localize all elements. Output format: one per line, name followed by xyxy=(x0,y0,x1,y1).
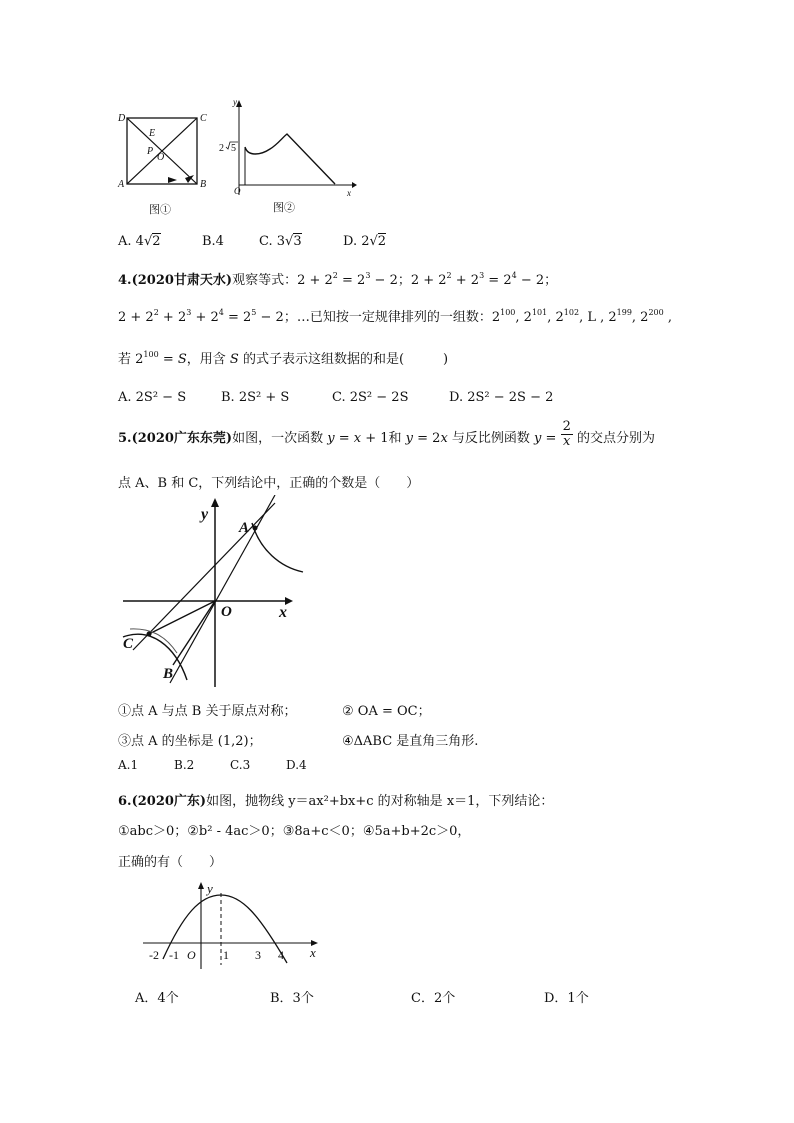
q5-statement-2: ② OA = OC； xyxy=(342,704,431,719)
q5-fig-x-label: x xyxy=(279,604,287,621)
fig2-caption: 图② xyxy=(273,202,295,214)
fig2-x-label: x xyxy=(347,188,351,198)
q5-options xyxy=(118,758,418,776)
q5-option-d: D.4 xyxy=(286,758,307,772)
q5-fig-point-a: A xyxy=(239,520,250,536)
fraction-2-over-x: $\frac{2}{x}$ xyxy=(562,419,571,449)
q6-fig-tick-minus2: -2 xyxy=(149,948,159,962)
fig1-label-b: B xyxy=(200,179,207,190)
sqrt-symbol: √ xyxy=(369,234,378,249)
fig2-origin: O xyxy=(234,186,241,196)
q4-option-c: C. 2S² − 2S xyxy=(332,390,409,405)
q4-option-d: D. 2S² − 2S − 2 xyxy=(449,390,554,405)
q5-option-a: A.1 xyxy=(118,758,139,772)
q5-fig-point-c: C xyxy=(123,636,134,652)
q6-line-3: 正确的有（ ） xyxy=(118,855,223,870)
fig1-label-e: E xyxy=(149,128,156,139)
sqrt-symbol: √ xyxy=(285,234,294,249)
q3-figure-2 xyxy=(215,95,360,220)
q5-statement-1: ①点 A 与点 B 关于原点对称； xyxy=(118,704,297,719)
q5-statements xyxy=(118,700,618,760)
q5-fig-origin: O xyxy=(221,604,232,620)
fig1-label-d: D xyxy=(118,113,126,124)
q5-line-1: 5.(2020广东东莞)如图，一次函数 y = x + 1和 y = 2x 与反比例函数 y = $\frac{2}{x}$ 的交点分别为 xyxy=(118,419,655,449)
q4-options xyxy=(118,390,678,410)
fig1-label-o: O xyxy=(157,152,165,163)
q6-line-2: ①abc＞0；②b² - 4ac＞0；③8a+c＜0；④5a+b+2c＞0， xyxy=(118,824,471,839)
fig1-label-c: C xyxy=(200,113,207,124)
fig2-y-label: y xyxy=(233,97,237,107)
q6-option-d: D．1个 xyxy=(544,991,589,1006)
fig1-caption: 图① xyxy=(149,204,171,216)
q6-option-a: A．4个 xyxy=(135,991,179,1006)
q3-option-c: C. 3√3 xyxy=(259,234,302,249)
fig2-value-radicand: 5 xyxy=(231,143,236,154)
q5-fig-y-label: y xyxy=(201,506,209,523)
fig1-label-p: P xyxy=(147,146,154,157)
q5-option-b: B.2 xyxy=(174,758,195,772)
q6-figure xyxy=(135,875,335,975)
q5-figure xyxy=(115,495,315,695)
q6-option-c: C．2个 xyxy=(411,991,456,1006)
q4-option-a: A. 2S² − S xyxy=(118,390,187,405)
q5-line-2: 点 A、B 和 C，下列结论中，正确的个数是（ ） xyxy=(118,476,420,491)
sqrt-symbol: √ xyxy=(143,234,153,249)
q4-line-3: 若 $2^{100} = S$，用含 S 的式子表示这组数据的和是( ) xyxy=(118,350,449,367)
q3-option-a: A. 4√2 xyxy=(118,234,161,249)
q6-options xyxy=(135,987,655,1007)
q6-fig-y-label: y xyxy=(207,881,213,896)
q5-option-c: C.3 xyxy=(230,758,251,772)
q6-fig-tick-4: 4 xyxy=(278,948,284,962)
fig1-label-a: A xyxy=(118,179,125,190)
q3-figure-1 xyxy=(115,105,215,220)
q6-line-1: 6.(2020广东)如图，抛物线 y＝ax²+bx+c 的对称轴是 x＝1，下列结论： xyxy=(118,794,554,809)
q6-fig-tick-1: 1 xyxy=(223,948,229,962)
q6-fig-tick-3: 3 xyxy=(255,948,261,962)
q6-fig-x-label: x xyxy=(310,945,316,960)
q6-option-b: B．3个 xyxy=(270,991,314,1006)
q4-line-1: 4.(2020甘肃天水)观察等式：$2 + 2^2 = 2^3 - 2$；$2 + 2^2 + 2^3 = 2^4 - 2$； xyxy=(118,271,558,288)
q5-fig-point-b: B xyxy=(163,666,174,682)
q4-option-b: B. 2S² + S xyxy=(221,390,290,405)
q6-fig-origin: O xyxy=(187,948,196,962)
q3-option-d: D. 2√2 xyxy=(343,234,387,249)
q5-statement-3: ③点 A 的坐标是 (1,2)； xyxy=(118,734,262,749)
q4-line-2: $2 + 2^2 + 2^3 + 2^4 = 2^5 - 2$；…已知按一定规律排列的一组数：$2^{100}$, $2^{101}$, $2^{102}$, L , $2^{199}$, $2^{200}$ , xyxy=(118,308,673,325)
q6-fig-tick-minus1: -1 xyxy=(169,948,179,962)
q5-statement-4: ④ΔABC 是直角三角形. xyxy=(342,734,479,749)
q3-option-b: B.4 xyxy=(202,234,224,249)
fig2-value-coef: 2 xyxy=(219,143,224,154)
